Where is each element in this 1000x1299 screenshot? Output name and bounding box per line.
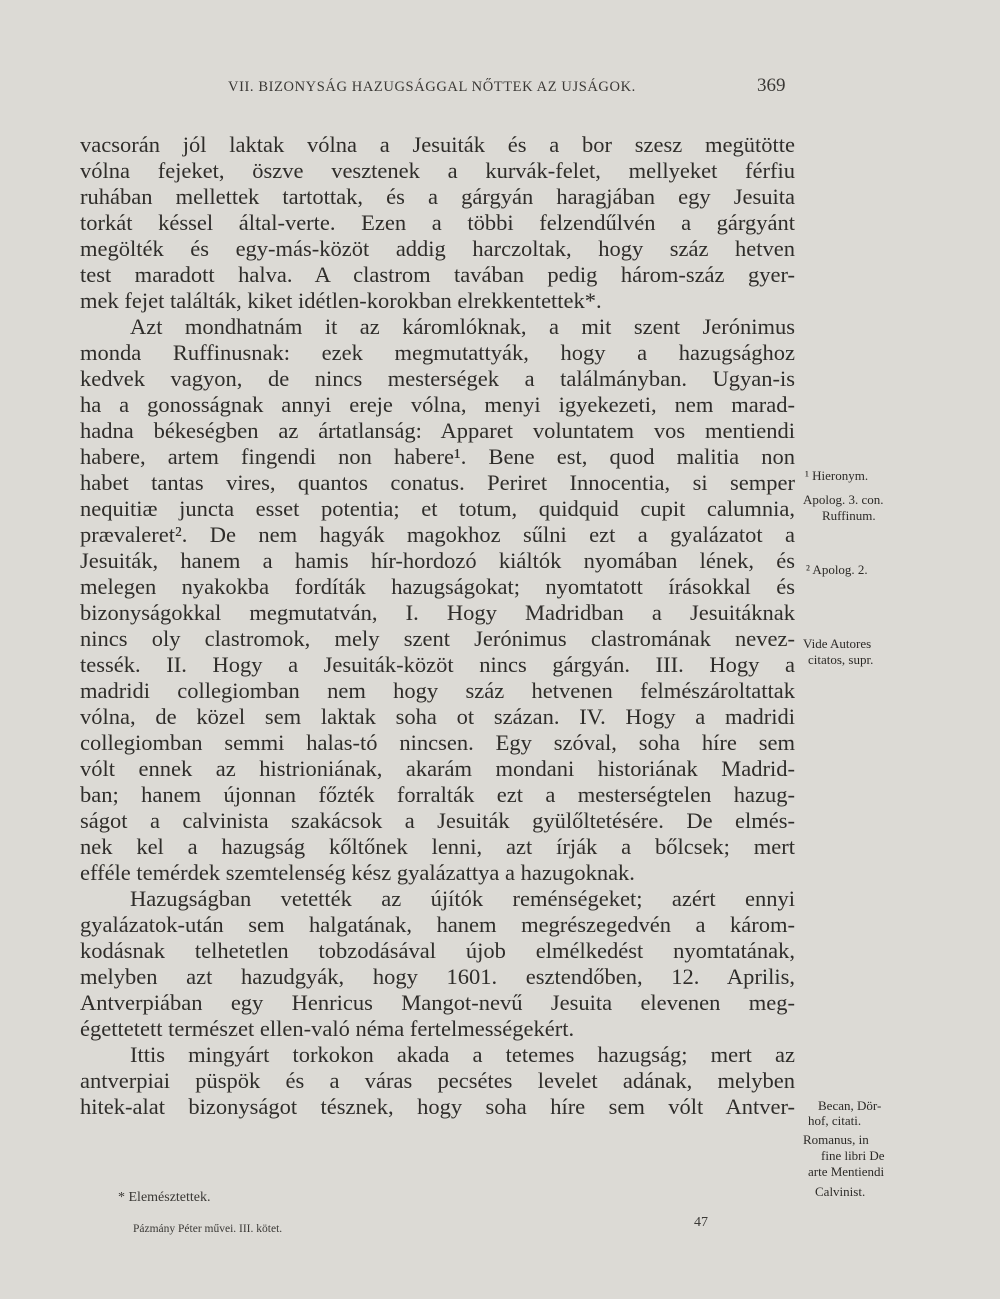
text-line: torkát késsel által-verte. Ezen a többi felzendűlvén a gárgyánt bbox=[80, 210, 795, 235]
text-line: nincs oly clastromok, mely szent Jerónimus clastromának nevez- bbox=[80, 626, 795, 651]
text-line: Hazugságban vetették az újítók reménségeket; azért ennyi bbox=[130, 886, 795, 911]
text-line: Antverpiában egy Henricus Mangot-nevű Jesuita elevenen meg- bbox=[80, 990, 795, 1015]
text-line: Ittis mingyárt torkokon akada a tetemes hazugság; mert az bbox=[130, 1042, 795, 1067]
text-line: ha a gonosságnak annyi ereje vólna, menyi igyekezeti, nem marad- bbox=[80, 392, 795, 417]
margin-note: Becan, Dör- bbox=[818, 1098, 882, 1113]
margin-note: fine libri De bbox=[821, 1148, 885, 1163]
text-line: nequitiæ juncta esset potentia; et totum, quidquid cupit calumnia, bbox=[80, 496, 795, 521]
text-line: tessék. II. Hogy a Jesuiták-közöt nincs gárgyán. III. Hogy a bbox=[80, 652, 795, 677]
text-line: hadna békeségben az ártatlanság: Apparet voluntatem vos mentiendi bbox=[80, 418, 795, 443]
signature-mark: 47 bbox=[694, 1215, 708, 1230]
text-line: megölték és egy-más-közöt addig harczoltak, hogy száz hetven bbox=[80, 236, 795, 261]
text-line: Azt mondhatnám it az káromlóknak, a mit szent Jerónimus bbox=[130, 314, 795, 339]
text-line: Jesuiták, hanem a hamis hír-hordozó kiáltók nyomában lének, és bbox=[80, 548, 795, 573]
text-line: kodásnak telhetetlen tobzodásával újob elmélkedést nyomtatának, bbox=[80, 938, 795, 963]
text-line: vólna fejeket, öszve vesztenek a kurvák-felet, mellyeket férfiu bbox=[80, 158, 795, 183]
text-line: collegiomban semmi halas-tó nincsen. Egy szóval, soha híre sem bbox=[80, 730, 795, 755]
text-line: melyben azt hazudgyák, hogy 1601. esztendőben, 12. Aprilis, bbox=[80, 964, 795, 989]
text-line: vólt ennek az histrioniának, akarám mondani historiának Madrid- bbox=[80, 756, 795, 781]
footer-imprint: Pázmány Péter művei. III. kötet. bbox=[133, 1223, 283, 1235]
margin-note: Apolog. 3. con. bbox=[803, 492, 884, 507]
text-line: égettetett természet ellen-való néma fertelmességekért. bbox=[80, 1016, 575, 1041]
footnote: * Elemésztettek. bbox=[118, 1190, 211, 1205]
text-line: vacsorán jól laktak vólna a Jesuiták és a bor szesz megütötte bbox=[80, 132, 795, 157]
margin-note: citatos, supr. bbox=[808, 652, 874, 667]
margin-note: hof, citati. bbox=[808, 1113, 862, 1128]
text-line: nek kel a hazugság kőltőnek lenni, azt írják a bőlcsek; mert bbox=[80, 834, 795, 859]
margin-note: Vide Autores bbox=[803, 636, 872, 651]
text-line: antverpiai püspök és a váras pecsétes levelet adának, melyben bbox=[80, 1068, 795, 1093]
text-line: ságot a calvinista szakácsok a Jesuiták gyülőltetésére. De elmés- bbox=[80, 808, 795, 833]
margin-note: ¹ Hieronym. bbox=[805, 468, 869, 483]
page-number: 369 bbox=[757, 75, 786, 96]
text-line: ban; hanem újonnan főzték forralták ezt a mesterségtelen hazug- bbox=[80, 782, 795, 807]
text-line: ruhában mellettek tartottak, és a gárgyán haragjában egy Jesuita bbox=[80, 184, 795, 209]
text-line: test maradott halva. A clastrom tavában pedig három-száz gyer- bbox=[80, 262, 795, 287]
margin-note: Ruffinum. bbox=[822, 508, 876, 523]
text-line: monda Ruffinusnak: ezek megmutattyák, hogy a hazugsághoz bbox=[80, 340, 795, 365]
margin-note: arte Mentiendi bbox=[808, 1164, 885, 1179]
running-title: VII. BIZONYSÁG HAZUGSÁGGAL NŐTTEK AZ UJSÁGOK. bbox=[228, 79, 636, 95]
text-line: habet tantas vires, quantos conatus. Periret Innocentia, si semper bbox=[80, 470, 795, 495]
text-line: melegen nyakokba fordíták hazugságokat; nyomtatott írásokkal és bbox=[80, 574, 795, 599]
text-line: madridi collegiomban nem hogy száz hetvenen felmészároltattak bbox=[80, 678, 795, 703]
text-line: vólna, de közel sem laktak soha ot százan. IV. Hogy a madridi bbox=[80, 704, 795, 729]
text-line: mek fejet találták, kiket idétlen-korokban elrekkentettek*. bbox=[80, 288, 602, 313]
margin-note: Romanus, in bbox=[803, 1132, 869, 1147]
text-line: gyalázatok-után sem halgatának, hanem megrészegedvén a károm- bbox=[80, 912, 795, 937]
text-line: prævaleret². De nem hagyák magokhoz sűlni ezt a gyalázatot a bbox=[80, 522, 795, 547]
text-line: kedvek vagyon, de nincs mesterségek a találmányban. Ugyan-is bbox=[80, 366, 795, 391]
text-line: bizonyságokkal megmutatván, I. Hogy Madridban a Jesuitáknak bbox=[80, 600, 795, 625]
text-line: habere, artem fingendi non habere¹. Bene est, quod malitia non bbox=[80, 444, 795, 469]
text-line: hitek-alat bizonyságot tésznek, hogy soha híre sem vólt Antver- bbox=[80, 1094, 795, 1119]
text-line: efféle temérdek szemtelenség kész gyalázattya a hazugoknak. bbox=[80, 860, 635, 885]
margin-note: Calvinist. bbox=[815, 1184, 866, 1199]
margin-note: ² Apolog. 2. bbox=[806, 562, 868, 577]
